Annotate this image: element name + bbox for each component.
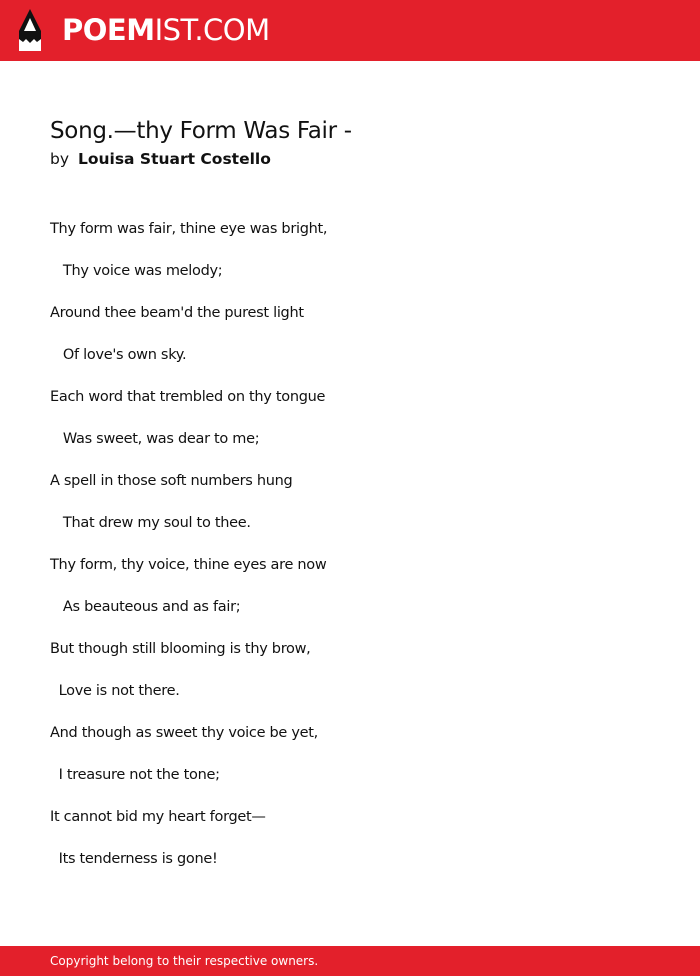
poem-line: It cannot bid my heart forget—	[50, 809, 266, 825]
site-footer	[0, 946, 700, 976]
poem-line: Its tenderness is gone!	[50, 851, 218, 867]
poem-line: That drew my soul to thee.	[50, 515, 251, 531]
poem-line: But though still blooming is thy brow,	[50, 641, 311, 657]
poem-line: A spell in those soft numbers hung	[50, 473, 293, 489]
logo-bold-text: POEM	[62, 13, 155, 47]
poem-line: Thy form, thy voice, thine eyes are now	[50, 557, 327, 573]
poem-byline	[50, 148, 271, 170]
poem-line: I treasure not the tone;	[50, 767, 220, 783]
poem-line: And though as sweet thy voice be yet,	[50, 725, 318, 741]
poem-line: Each word that trembled on thy tongue	[50, 389, 326, 405]
poem-line: Thy form was fair, thine eye was bright,	[50, 221, 328, 237]
site-header	[0, 0, 700, 61]
poem-body	[50, 208, 650, 880]
poem-line: Of love's own sky.	[50, 347, 187, 363]
poem-line: Around thee beam'd the purest light	[50, 305, 304, 321]
logo-light-text: IST.COM	[154, 13, 270, 47]
copyright-text: Copyright belong to their respective owners.	[50, 954, 319, 968]
poem-line: Love is not there.	[50, 683, 180, 699]
poem-line: As beauteous and as fair;	[50, 599, 241, 615]
poem-title: Song.—thy Form Was Fair -	[50, 118, 352, 144]
poem-line: Thy voice was melody;	[50, 263, 223, 279]
by-label: by	[50, 150, 70, 168]
author-name: Louisa Stuart Costello	[77, 150, 271, 168]
site-logo[interactable]	[62, 12, 270, 48]
poem-line: Was sweet, was dear to me;	[50, 431, 260, 447]
pen-nib-icon[interactable]	[17, 9, 43, 51]
